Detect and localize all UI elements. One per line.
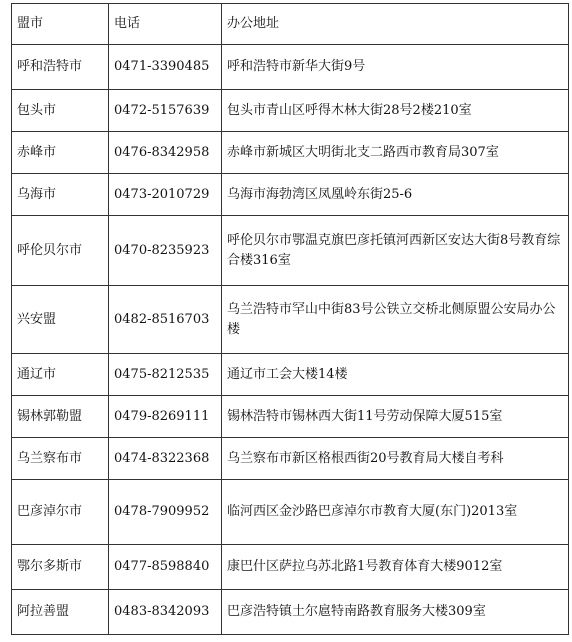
office-directory-table-wrapper xyxy=(11,3,569,635)
table-row xyxy=(12,45,569,90)
address-cell: 锡林浩特市锡林西大街11号劳动保障大厦515室 xyxy=(222,396,569,438)
phone-cell: 0473-2010729 xyxy=(109,174,222,216)
phone-cell: 0472-5157639 xyxy=(109,90,222,132)
address-cell: 临河西区金沙路巴彦淖尔市教育大厦(东门)2013室 xyxy=(222,480,569,545)
address-cell: 巴彦浩特镇土尔扈特南路教育服务大楼309室 xyxy=(222,590,569,635)
phone-cell: 0476-8342958 xyxy=(109,132,222,174)
table-row xyxy=(12,354,569,396)
address-cell: 赤峰市新城区大明街北支二路西市教育局307室 xyxy=(222,132,569,174)
address-cell: 通辽市工会大楼14楼 xyxy=(222,354,569,396)
phone-cell: 0470-8235923 xyxy=(109,216,222,286)
address-cell: 呼和浩特市新华大街9号 xyxy=(222,45,569,90)
region-cell: 通辽市 xyxy=(12,354,109,396)
table-row xyxy=(12,132,569,174)
header-row xyxy=(12,4,569,45)
phone-cell: 0474-8322368 xyxy=(109,438,222,480)
address-cell: 乌兰浩特市罕山中街83号公铁立交桥北侧原盟公安局办公楼 xyxy=(222,286,569,354)
table-row xyxy=(12,545,569,590)
region-cell: 锡林郭勒盟 xyxy=(12,396,109,438)
region-cell: 呼伦贝尔市 xyxy=(12,216,109,286)
region-cell: 乌兰察布市 xyxy=(12,438,109,480)
phone-cell: 0479-8269111 xyxy=(109,396,222,438)
phone-cell: 0478-7909952 xyxy=(109,480,222,545)
address-cell: 乌兰察布市新区格根西街20号教育局大楼自考科 xyxy=(222,438,569,480)
table-row xyxy=(12,286,569,354)
region-cell: 乌海市 xyxy=(12,174,109,216)
table-row xyxy=(12,216,569,286)
table-row xyxy=(12,480,569,545)
header-phone: 电话 xyxy=(109,4,222,45)
region-cell: 鄂尔多斯市 xyxy=(12,545,109,590)
region-cell: 赤峰市 xyxy=(12,132,109,174)
table-row xyxy=(12,590,569,635)
table-row xyxy=(12,438,569,480)
region-cell: 呼和浩特市 xyxy=(12,45,109,90)
phone-cell: 0483-8342093 xyxy=(109,590,222,635)
office-directory-table xyxy=(11,3,569,635)
header-address: 办公地址 xyxy=(222,4,569,45)
region-cell: 兴安盟 xyxy=(12,286,109,354)
address-cell: 康巴什区萨拉乌苏北路1号教育体育大楼9012室 xyxy=(222,545,569,590)
phone-cell: 0482-8516703 xyxy=(109,286,222,354)
region-cell: 巴彦淖尔市 xyxy=(12,480,109,545)
phone-cell: 0477-8598840 xyxy=(109,545,222,590)
region-cell: 包头市 xyxy=(12,90,109,132)
address-cell: 包头市青山区呼得木林大街28号2楼210室 xyxy=(222,90,569,132)
region-cell: 阿拉善盟 xyxy=(12,590,109,635)
table-row xyxy=(12,90,569,132)
address-cell: 乌海市海勃湾区凤凰岭东街25-6 xyxy=(222,174,569,216)
address-cell: 呼伦贝尔市鄂温克旗巴彦托镇河西新区安达大街8号教育综合楼316室 xyxy=(222,216,569,286)
table-row xyxy=(12,396,569,438)
phone-cell: 0475-8212535 xyxy=(109,354,222,396)
header-region: 盟市 xyxy=(12,4,109,45)
table-row xyxy=(12,174,569,216)
phone-cell: 0471-3390485 xyxy=(109,45,222,90)
